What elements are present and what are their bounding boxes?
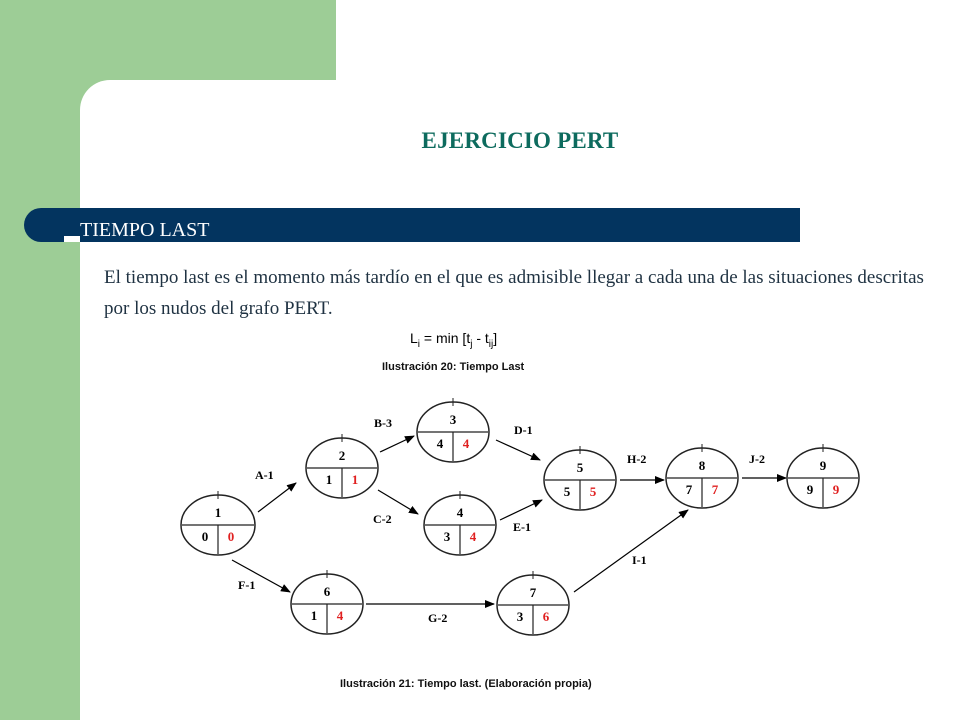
node-id: 1: [214, 505, 222, 520]
edge-arrow: [378, 490, 418, 514]
edge-label: J-2: [749, 452, 765, 466]
node-id: 4: [456, 505, 464, 520]
node-early-time: 4: [436, 436, 444, 451]
node-3: [417, 398, 489, 462]
node-early-time: 9: [806, 482, 814, 497]
node-id: 7: [529, 585, 537, 600]
node-early-time: 1: [325, 472, 333, 487]
node-last-time: 7: [711, 482, 719, 497]
node-last-time: 4: [462, 436, 470, 451]
slide-title: EJERCICIO PERT: [421, 128, 619, 153]
edge-8-9: [742, 452, 786, 478]
node-id: 3: [449, 412, 457, 427]
edge-label: C-2: [373, 512, 392, 526]
formula: $L_i = \min [t_j - t_{ij}]$: [410, 330, 498, 350]
edge-label: E-1: [513, 520, 531, 534]
edge-2-4: [373, 490, 418, 526]
node-early-time: 0: [201, 529, 209, 544]
node-4: [424, 491, 496, 555]
node-id: 2: [338, 448, 346, 463]
edge-label: G-2: [428, 611, 448, 625]
edge-label: F-1: [238, 578, 256, 592]
node-7: [497, 571, 569, 635]
edge-1-6: [232, 560, 290, 592]
edge-label: B-3: [374, 416, 392, 430]
node-2: [306, 434, 378, 498]
edge-5-8: [620, 452, 664, 480]
node-last-time: 9: [832, 482, 840, 497]
edge-arrow: [500, 500, 542, 520]
node-5: [544, 446, 616, 510]
node-last-time: 0: [227, 529, 235, 544]
node-last-time: 1: [351, 472, 359, 487]
node-last-time: 4: [469, 529, 477, 544]
node-last-time: 6: [542, 609, 550, 624]
edge-3-5: [496, 423, 540, 460]
edge-4-5: [500, 500, 542, 534]
edge-arrow: [574, 510, 688, 592]
section-header-label: TIEMPO LAST: [80, 219, 210, 241]
description-text: El tiempo last es el momento más tardío en el que es admisible llegar a cada una de las situaciones descritas por los nudos del grafo PERT.: [104, 267, 924, 319]
node-9: [787, 444, 859, 508]
node-id: 9: [819, 458, 827, 473]
node-early-time: 3: [443, 529, 451, 544]
caption-bottom: Ilustración 21: Tiempo last. (Elaboración propia): [340, 678, 592, 690]
node-id: 8: [698, 458, 706, 473]
node-early-time: 7: [685, 482, 693, 497]
edge-label: D-1: [514, 423, 533, 437]
node-1: [181, 491, 255, 555]
caption-top: Ilustración 20: Tiempo Last: [382, 361, 525, 373]
edge-arrow: [258, 483, 296, 512]
edge-6-7: [366, 604, 494, 625]
node-early-time: 1: [310, 608, 318, 623]
edge-7-8: [574, 510, 688, 592]
edge-arrow: [496, 440, 540, 460]
node-last-time: 4: [336, 608, 344, 623]
node-early-time: 5: [563, 484, 571, 499]
node-last-time: 5: [589, 484, 597, 499]
edge-arrow: [380, 436, 414, 452]
node-id: 5: [576, 460, 584, 475]
edge-label: A-1: [255, 468, 274, 482]
node-early-time: 3: [516, 609, 524, 624]
edge-label: I-1: [632, 553, 647, 567]
node-6: [291, 570, 363, 634]
edge-label: H-2: [627, 452, 647, 466]
node-id: 6: [323, 584, 331, 599]
node-8: [666, 444, 738, 508]
edge-2-3: [374, 416, 414, 452]
edge-1-2: [255, 468, 296, 512]
